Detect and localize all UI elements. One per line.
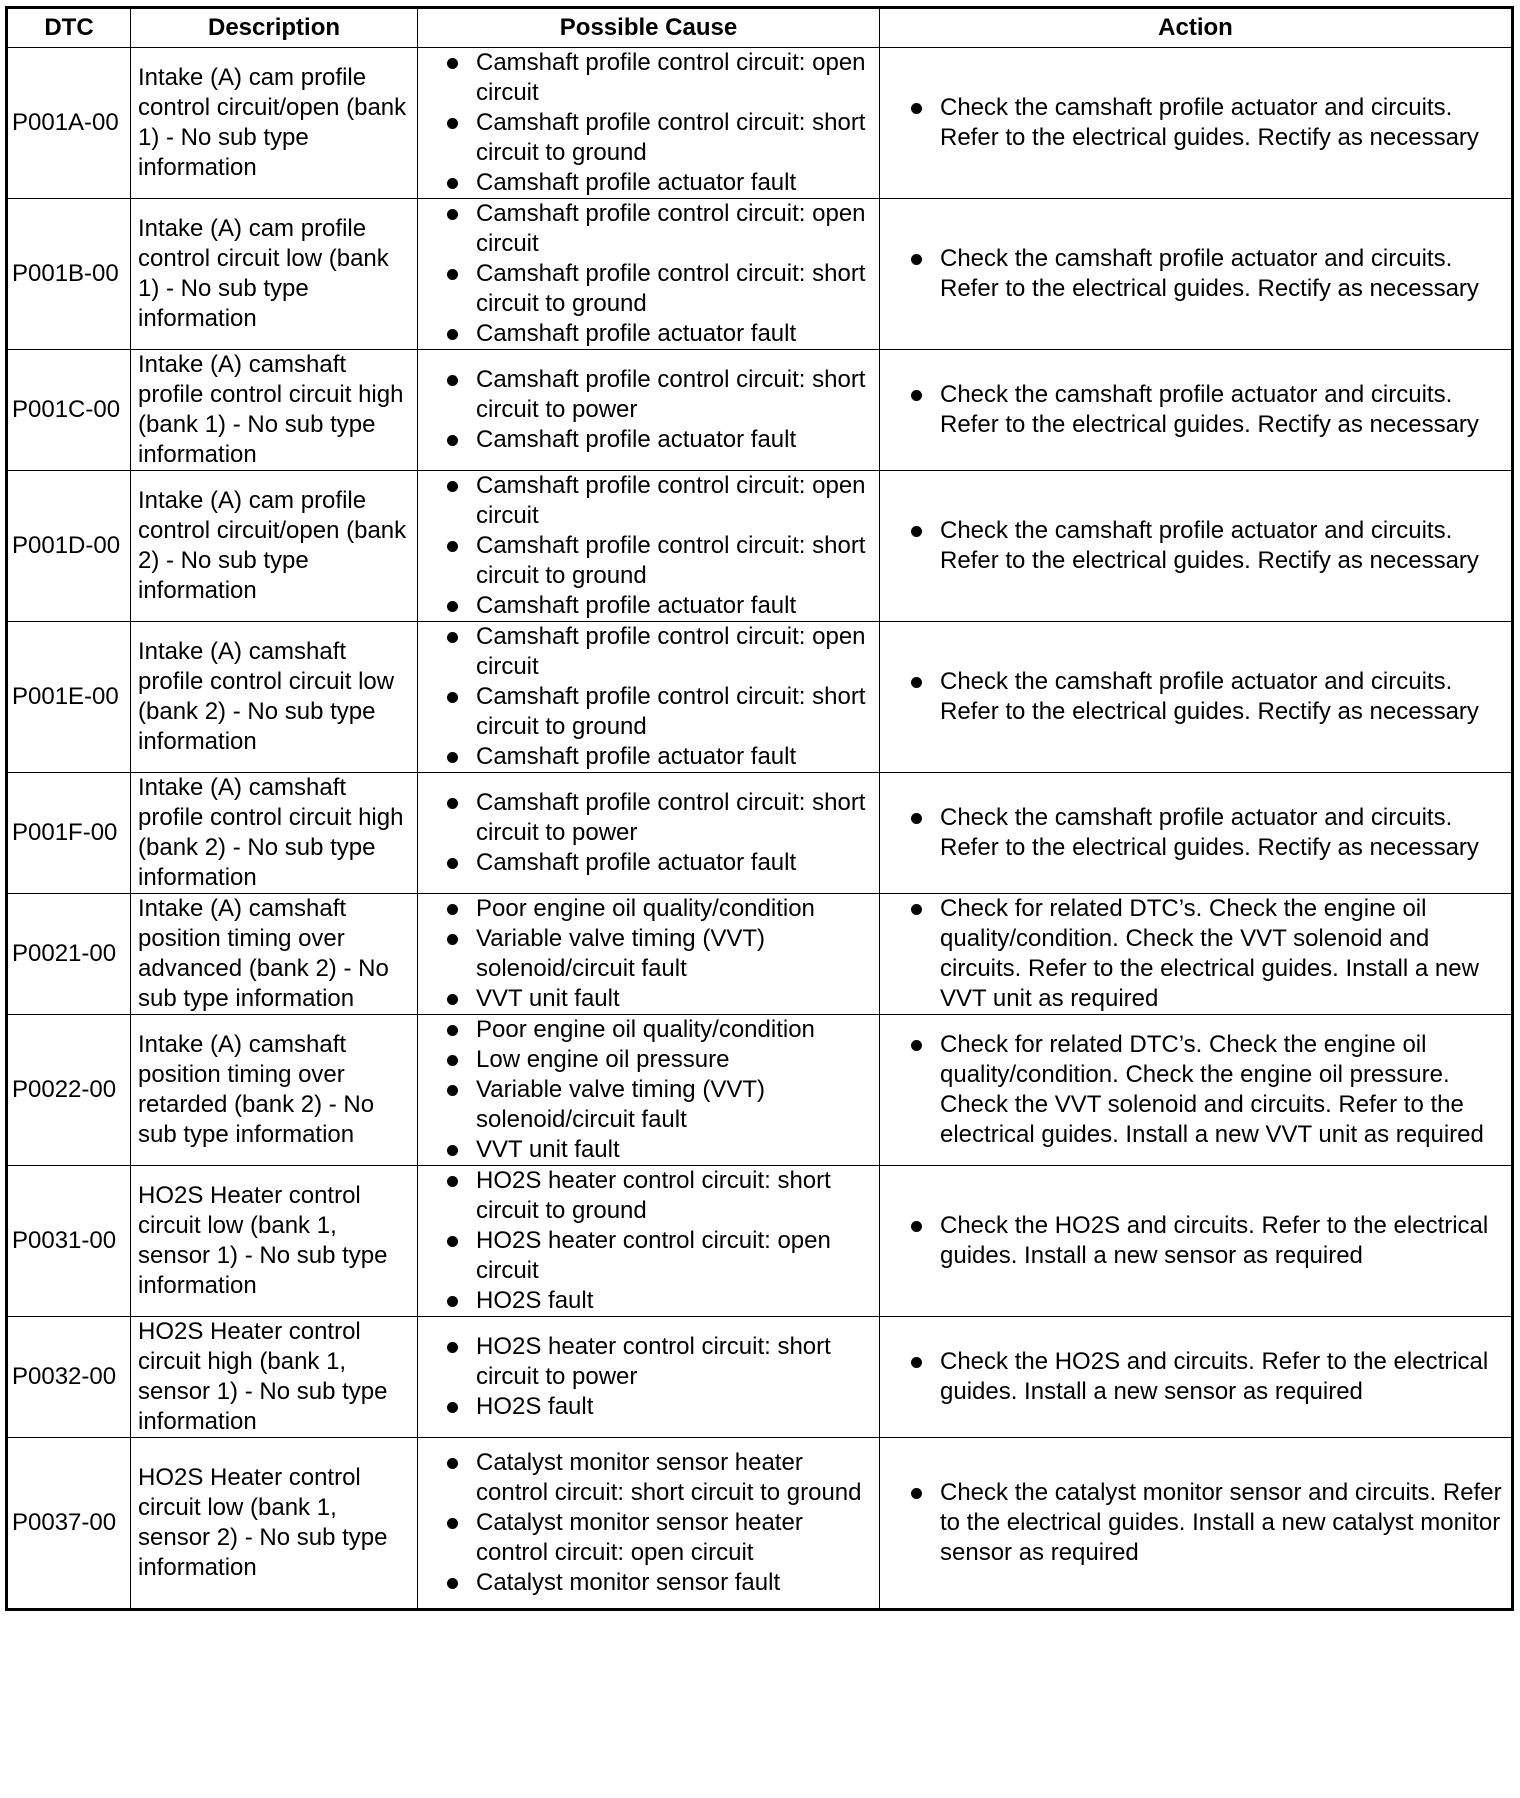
action-item: Check the HO2S and circuits. Refer to the electrical guides. Install a new sensor as required xyxy=(911,1211,1504,1271)
possible-cause-item: Catalyst monitor sensor heater control circuit: short circuit to ground xyxy=(447,1448,872,1508)
action-list xyxy=(887,803,1504,863)
action-cell xyxy=(880,622,1513,773)
possible-cause-item: Poor engine oil quality/condition xyxy=(447,894,872,924)
possible-cause-item: Camshaft profile actuator fault xyxy=(447,425,872,455)
action-item: Check the HO2S and circuits. Refer to the electrical guides. Install a new sensor as required xyxy=(911,1347,1504,1407)
action-cell xyxy=(880,1015,1513,1166)
possible-cause-list xyxy=(425,365,872,455)
table-row xyxy=(7,350,1513,471)
possible-cause-item: Low engine oil pressure xyxy=(447,1045,872,1075)
possible-cause-item: Variable valve timing (VVT) solenoid/circuit fault xyxy=(447,924,872,984)
action-list xyxy=(887,1478,1504,1568)
table-row xyxy=(7,471,1513,622)
possible-cause-item: Camshaft profile control circuit: open circuit xyxy=(447,471,872,531)
dtc-description: Intake (A) camshaft profile control circuit low (bank 2) - No sub type information xyxy=(131,622,418,773)
possible-cause-list xyxy=(425,788,872,878)
dtc-code: P0021-00 xyxy=(7,894,131,1015)
action-item: Check the camshaft profile actuator and circuits. Refer to the electrical guides. Rectify as necessary xyxy=(911,803,1504,863)
action-cell xyxy=(880,199,1513,350)
table-row xyxy=(7,622,1513,773)
possible-cause-item: Poor engine oil quality/condition xyxy=(447,1015,872,1045)
dtc-code: P001D-00 xyxy=(7,471,131,622)
action-list xyxy=(887,380,1504,440)
dtc-description: HO2S Heater control circuit high (bank 1, sensor 1) - No sub type information xyxy=(131,1317,418,1438)
possible-cause-item: Catalyst monitor sensor heater control circuit: open circuit xyxy=(447,1508,872,1568)
dtc-description: Intake (A) cam profile control circuit/open (bank 1) - No sub type information xyxy=(131,48,418,199)
possible-cause-item: Camshaft profile actuator fault xyxy=(447,591,872,621)
dtc-code: P0031-00 xyxy=(7,1166,131,1317)
possible-cause-item: Camshaft profile control circuit: short circuit to ground xyxy=(447,682,872,742)
header-action: Action xyxy=(880,8,1513,48)
action-cell xyxy=(880,894,1513,1015)
possible-cause-item: Camshaft profile control circuit: open circuit xyxy=(447,622,872,682)
action-cell xyxy=(880,350,1513,471)
possible-cause-item: Variable valve timing (VVT) solenoid/circuit fault xyxy=(447,1075,872,1135)
header-dtc: DTC xyxy=(7,8,131,48)
possible-cause-item: HO2S heater control circuit: open circuit xyxy=(447,1226,872,1286)
action-list xyxy=(887,1211,1504,1271)
action-cell xyxy=(880,1438,1513,1610)
possible-cause-item: Camshaft profile actuator fault xyxy=(447,848,872,878)
table-row xyxy=(7,48,1513,199)
possible-cause-list xyxy=(425,894,872,1014)
possible-cause-item: HO2S heater control circuit: short circuit to power xyxy=(447,1332,872,1392)
possible-cause-cell xyxy=(418,1317,880,1438)
action-cell xyxy=(880,471,1513,622)
action-cell xyxy=(880,1166,1513,1317)
action-item: Check the camshaft profile actuator and circuits. Refer to the electrical guides. Rectify as necessary xyxy=(911,93,1504,153)
header-row xyxy=(7,8,1513,48)
dtc-description: Intake (A) cam profile control circuit/open (bank 2) - No sub type information xyxy=(131,471,418,622)
dtc-description: HO2S Heater control circuit low (bank 1, sensor 1) - No sub type information xyxy=(131,1166,418,1317)
possible-cause-item: Camshaft profile control circuit: open circuit xyxy=(447,199,872,259)
action-item: Check the catalyst monitor sensor and circuits. Refer to the electrical guides. Install a new catalyst monitor sensor as required xyxy=(911,1478,1504,1568)
action-item: Check the camshaft profile actuator and circuits. Refer to the electrical guides. Rectify as necessary xyxy=(911,667,1504,727)
possible-cause-cell xyxy=(418,471,880,622)
dtc-code: P0032-00 xyxy=(7,1317,131,1438)
possible-cause-item: Camshaft profile control circuit: short circuit to ground xyxy=(447,259,872,319)
possible-cause-item: Camshaft profile actuator fault xyxy=(447,742,872,772)
table-row xyxy=(7,1438,1513,1610)
possible-cause-item: VVT unit fault xyxy=(447,1135,872,1165)
action-cell xyxy=(880,773,1513,894)
possible-cause-cell xyxy=(418,894,880,1015)
table-row xyxy=(7,773,1513,894)
dtc-description: Intake (A) camshaft position timing over advanced (bank 2) - No sub type information xyxy=(131,894,418,1015)
possible-cause-list xyxy=(425,1166,872,1316)
possible-cause-list xyxy=(425,622,872,772)
possible-cause-item: Camshaft profile control circuit: short circuit to power xyxy=(447,365,872,425)
action-list xyxy=(887,667,1504,727)
table-row xyxy=(7,894,1513,1015)
dtc-table xyxy=(5,6,1514,1611)
action-item: Check the camshaft profile actuator and circuits. Refer to the electrical guides. Rectify as necessary xyxy=(911,516,1504,576)
dtc-code: P0022-00 xyxy=(7,1015,131,1166)
action-list xyxy=(887,1347,1504,1407)
possible-cause-list xyxy=(425,1448,872,1598)
action-item: Check for related DTC’s. Check the engine oil quality/condition. Check the engine oil pressure. Check the VVT solenoid and circuits. Refer to the electrical guides. Install a new VVT unit as required xyxy=(911,1030,1504,1150)
possible-cause-cell xyxy=(418,1015,880,1166)
table-body xyxy=(7,48,1513,1610)
possible-cause-item: Catalyst monitor sensor fault xyxy=(447,1568,872,1598)
possible-cause-cell xyxy=(418,48,880,199)
possible-cause-item: Camshaft profile actuator fault xyxy=(447,168,872,198)
dtc-description: Intake (A) camshaft position timing over retarded (bank 2) - No sub type information xyxy=(131,1015,418,1166)
action-list xyxy=(887,894,1504,1014)
possible-cause-item: Camshaft profile control circuit: open circuit xyxy=(447,48,872,108)
possible-cause-item: Camshaft profile control circuit: short circuit to power xyxy=(447,788,872,848)
dtc-code: P0037-00 xyxy=(7,1438,131,1610)
dtc-code: P001F-00 xyxy=(7,773,131,894)
possible-cause-item: Camshaft profile control circuit: short circuit to ground xyxy=(447,531,872,591)
action-list xyxy=(887,93,1504,153)
dtc-code: P001A-00 xyxy=(7,48,131,199)
table-row xyxy=(7,199,1513,350)
dtc-description: Intake (A) cam profile control circuit low (bank 1) - No sub type information xyxy=(131,199,418,350)
dtc-code: P001E-00 xyxy=(7,622,131,773)
possible-cause-list xyxy=(425,48,872,198)
possible-cause-cell xyxy=(418,199,880,350)
possible-cause-item: Camshaft profile control circuit: short circuit to ground xyxy=(447,108,872,168)
action-cell xyxy=(880,48,1513,199)
dtc-code: P001C-00 xyxy=(7,350,131,471)
possible-cause-item: HO2S heater control circuit: short circuit to ground xyxy=(447,1166,872,1226)
possible-cause-list xyxy=(425,1332,872,1422)
possible-cause-cell xyxy=(418,1438,880,1610)
action-item: Check the camshaft profile actuator and circuits. Refer to the electrical guides. Rectify as necessary xyxy=(911,380,1504,440)
table-row xyxy=(7,1015,1513,1166)
possible-cause-item: VVT unit fault xyxy=(447,984,872,1014)
header-description: Description xyxy=(131,8,418,48)
action-list xyxy=(887,516,1504,576)
dtc-description: HO2S Heater control circuit low (bank 1, sensor 2) - No sub type information xyxy=(131,1438,418,1610)
header-possible-cause: Possible Cause xyxy=(418,8,880,48)
possible-cause-list xyxy=(425,199,872,349)
possible-cause-item: HO2S fault xyxy=(447,1392,872,1422)
possible-cause-item: Camshaft profile actuator fault xyxy=(447,319,872,349)
action-list xyxy=(887,1030,1504,1150)
possible-cause-cell xyxy=(418,622,880,773)
possible-cause-item: HO2S fault xyxy=(447,1286,872,1316)
action-item: Check for related DTC’s. Check the engine oil quality/condition. Check the VVT solenoid and circuits. Refer to the electrical guides. Install a new VVT unit as required xyxy=(911,894,1504,1014)
table-row xyxy=(7,1166,1513,1317)
dtc-description: Intake (A) camshaft profile control circuit high (bank 1) - No sub type information xyxy=(131,350,418,471)
possible-cause-list xyxy=(425,471,872,621)
possible-cause-cell xyxy=(418,350,880,471)
possible-cause-cell xyxy=(418,773,880,894)
action-list xyxy=(887,244,1504,304)
possible-cause-list xyxy=(425,1015,872,1165)
possible-cause-cell xyxy=(418,1166,880,1317)
action-item: Check the camshaft profile actuator and circuits. Refer to the electrical guides. Rectify as necessary xyxy=(911,244,1504,304)
dtc-code: P001B-00 xyxy=(7,199,131,350)
dtc-table-wrapper xyxy=(5,6,1514,1611)
table-row xyxy=(7,1317,1513,1438)
dtc-description: Intake (A) camshaft profile control circuit high (bank 2) - No sub type information xyxy=(131,773,418,894)
action-cell xyxy=(880,1317,1513,1438)
